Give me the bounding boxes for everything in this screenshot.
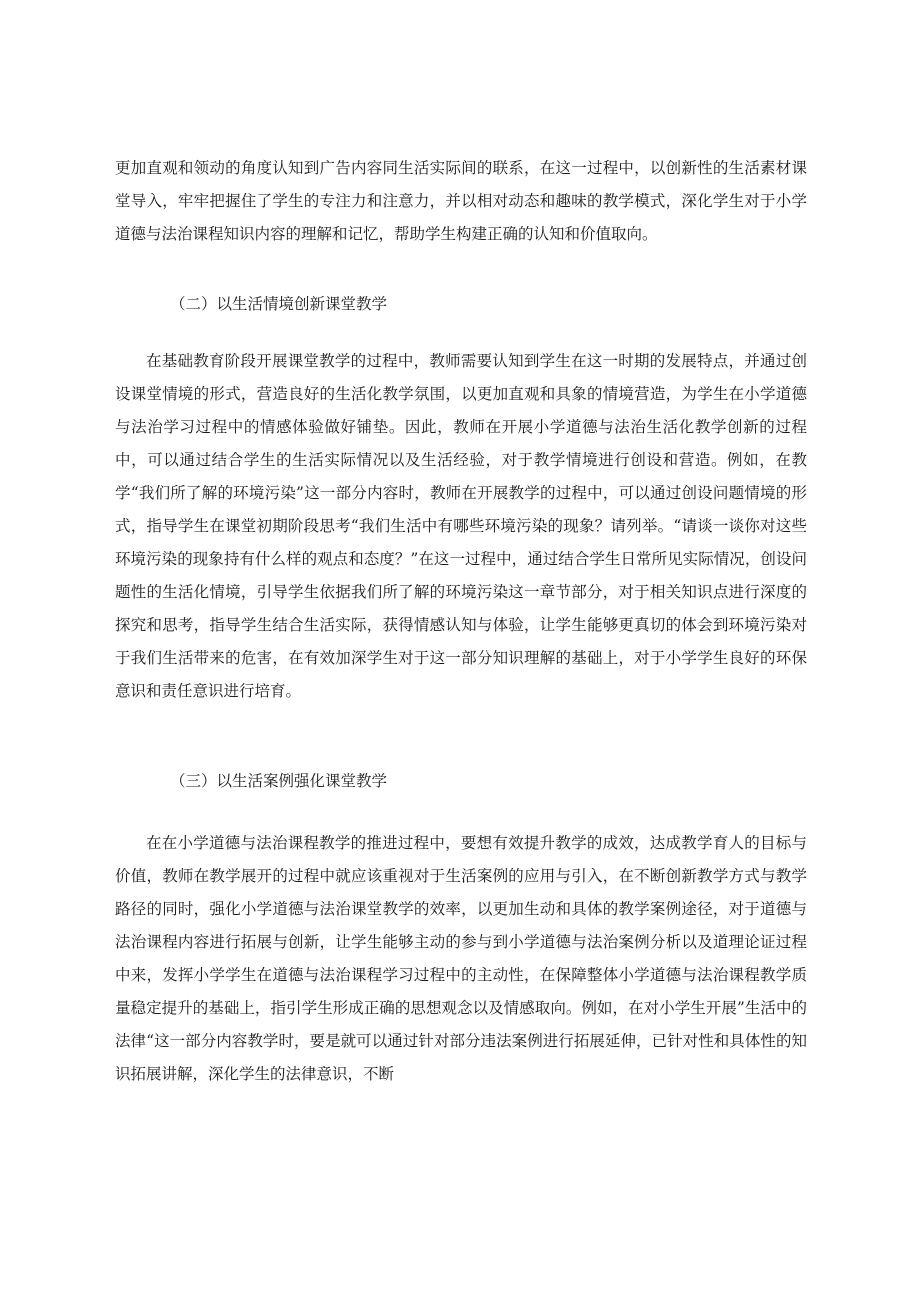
body-paragraph-3: 在在小学道德与法治课程教学的推进过程中，要想有效提升教学的成效，达成教学育人的目标与价值，教师在教学展开的过程中就应该重视对于生活案例的应用与引入，在不断创新教学方式与教学路径的同时，强化小学道德与法治课堂教学的效率，以更加生动和具体的教学案例途径，对于道德与法治课程内容进行拓展与创新，让学生能够主动的参与到小学道德与法治案例分析以及道理论证过程中来，发挥小学学生在道德与法治课程学习过程中的主动性，在保障整体小学道德与法治课程教学质量稳定提升的基础上，指引学生形成正确的思想观念以及情感取向。例如，在对小学生开展”生活中的法律“这一部分内容教学时，要是就可以通过针对部分违法案例进行拓展延伸，已针对性和具体性的知识拓展讲解，深化学生的法律意识，不断 (115, 834, 807, 1083)
body-paragraph-1: 更加直观和领动的角度认知到广告内容同生活实际间的联系，在这一过程中，以创新性的生活素材课堂导入，牢牢把握住了学生的专注力和注意力，并以相对动态和趣味的教学模式，深化学生对于小学道德与法治课程知识内容的理解和记忆，帮助学生构建正确的认知和价值取向。 (115, 159, 807, 243)
section-heading-2: （二）以生活情境创新课堂教学 (170, 295, 388, 313)
section-heading-3: （三）以生活案例强化课堂教学 (170, 772, 388, 790)
body-paragraph-2: 在基础教育阶段开展课堂教学的过程中，教师需要认知到学生在这一时期的发展特点，并通过创设课堂情境的形式，营造良好的生活化教学氛围，以更加直观和具象的情境营造，为学生在小学道德与法治学习过程中的情感体验做好铺垫。因此，教师在开展小学道德与法治生活化教学创新的过程中，可以通过结合学生的生活实际情况以及生活经验，对于教学情境进行创设和营造。例如，在教学“我们所了解的环境污染”这一部分内容时，教师在开展教学的过程中，可以通过创设问题情境的形式，指导学生在课堂初期阶段思考“我们生活中有哪些环境污染的现象？请列举。“请谈一谈你对这些环境污染的现象持有什么样的观点和态度？”在这一过程中，通过结合学生日常所见实际情况，创设问题性的生活化情境，引导学生依据我们所了解的环境污染这一章节部分，对于相关知识点进行深度的探究和思考，指导学生结合生活实际，获得情感认知与体验，让学生能够更真切的体会到环境污染对于我们生活带来的危害，在有效加深学生对于这一部分知识理解的基础上，对于小学学生良好的环保意识和责任意识进行培育。 (115, 352, 807, 700)
